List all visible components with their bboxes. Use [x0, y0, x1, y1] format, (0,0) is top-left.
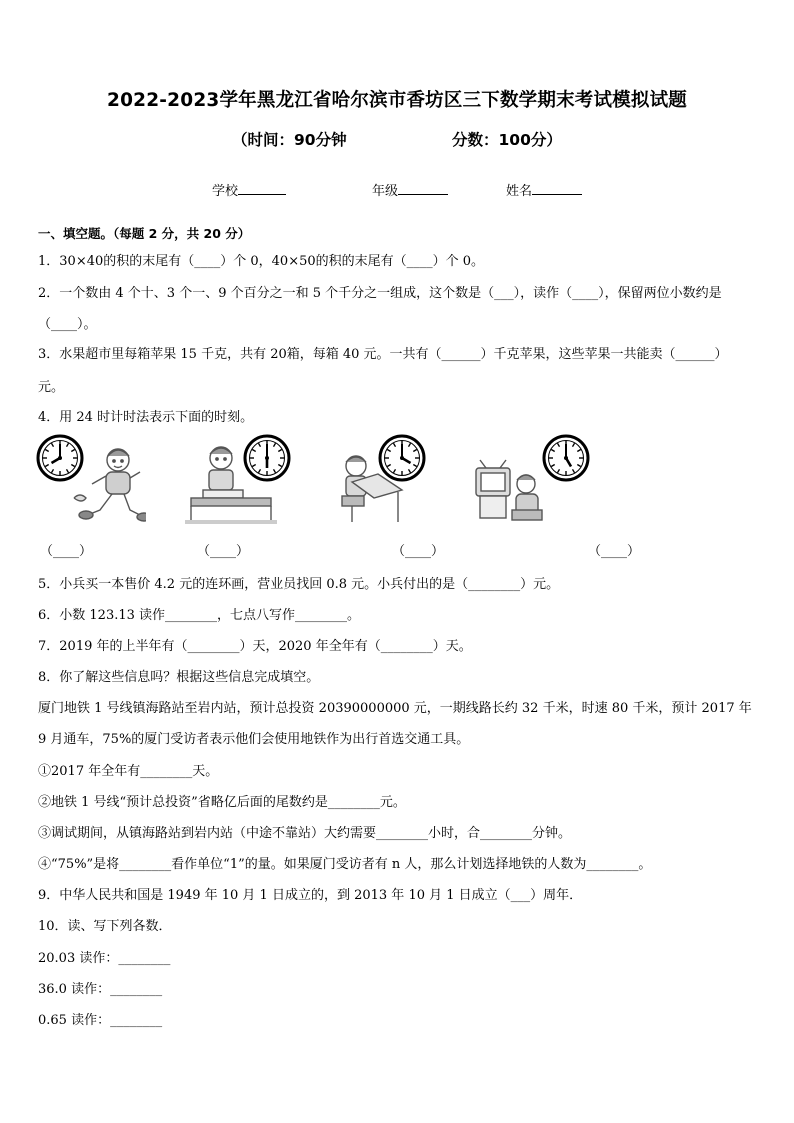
- school-label: 学校: [212, 184, 239, 199]
- school-blank[interactable]: [238, 180, 286, 195]
- name-field: [506, 180, 582, 199]
- question-5: 5．小兵买一本售价 4.2 元的连环画，营业员找回 0.8 元。小兵付出的是（________）元。: [38, 577, 560, 592]
- grade-blank[interactable]: [398, 180, 448, 195]
- name-label: 姓名: [506, 184, 533, 199]
- clock-scene-3: [338, 432, 448, 528]
- question-10-item-1: 20.03 读作：________: [38, 951, 171, 966]
- tv-watching-icon: [476, 460, 542, 520]
- name-blank[interactable]: [532, 180, 582, 195]
- clock-icon: [380, 436, 424, 480]
- clock-icon: [544, 436, 588, 480]
- question-8: 8．你了解这些信息吗？根据这些信息完成填空。: [38, 670, 320, 685]
- answer-blank-3[interactable]: （____）: [392, 544, 445, 559]
- question-8-part-4: ④“75%”是将________看作单位“1”的量。如果厦门受访者有 n 人，那么计划选择地铁的人数为________。: [38, 857, 652, 872]
- question-6: 6．小数 123.13 读作________，七点八写作________。: [38, 608, 361, 623]
- answer-blank-4[interactable]: （____）: [588, 544, 641, 559]
- section-heading: 一、填空题。（每题 2 分，共 20 分）: [38, 226, 251, 241]
- answer-blank-1[interactable]: （____）: [40, 544, 93, 559]
- grade-field: [372, 180, 448, 199]
- running-boy-icon: [74, 449, 146, 521]
- exam-title: 2022-2023学年黑龙江省哈尔滨市香坊区三下数学期末考试模拟试题: [107, 90, 687, 111]
- exam-score: 分数：100分）: [452, 131, 562, 149]
- question-8-part-2: ②地铁 1 号线“预计总投资”省略亿后面的尾数约是________元。: [38, 795, 406, 810]
- question-10: 10．读、写下列各数．: [38, 919, 172, 934]
- question-10-item-2: 36.0 读作：________: [38, 982, 163, 997]
- clock-icon: [245, 436, 289, 480]
- question-10-item-3: 0.65 读作：________: [38, 1013, 163, 1028]
- question-9: 9．中华人民共和国是 1949 年 10 月 1 日成立的，到 2013 年 10 月 1 日成立（___）周年．: [38, 888, 583, 903]
- question-7: 7．2019 年的上半年有（________）天，2020 年全年有（________）天。: [38, 639, 472, 654]
- school-field: [212, 180, 286, 199]
- question-2: 2．一个数由 4 个十、3 个一、9 个百分之一和 5 个千分之一组成，这个数是（___），读作（____），保留两位小数约是: [38, 286, 722, 301]
- question-8-passage-2: 9 月通车，75%的厦门受访者表示他们会使用地铁作为出行首选交通工具。: [38, 732, 470, 747]
- clock-icon: [38, 436, 82, 480]
- question-8-part-1: ①2017 年全年有________天。: [38, 764, 219, 779]
- answer-blank-2[interactable]: （____）: [197, 544, 250, 559]
- clock-scene-4: [472, 432, 592, 528]
- question-3-cont: 元。: [38, 380, 65, 395]
- question-2-cont: （____）。: [38, 317, 97, 332]
- question-4: 4．用 24 时计时法表示下面的时刻。: [38, 410, 254, 425]
- question-3: 3．水果超市里每箱苹果 15 千克，共有 20箱，每箱 40 元。一共有（______）千克苹果，这些苹果一共能卖（______）: [38, 347, 728, 362]
- grade-label: 年级: [372, 184, 399, 199]
- question-8-passage-1: 厦门地铁 1 号线镇海路站至岩内站，预计总投资 20390000000 元，一期线路长约 32 千米，时速 80 千米，预计 2017 年: [38, 701, 752, 716]
- clock-scene-1: [34, 432, 146, 528]
- clock-scene-2: [183, 432, 293, 528]
- question-8-part-3: ③调试期间，从镇海路站到岩内站（中途不靠站）大约需要________小时，合________分钟。: [38, 826, 572, 841]
- exam-time: （时间：90分钟: [232, 131, 347, 149]
- question-1: 1．30×40的积的末尾有（____）个 0，40×50的积的末尾有（____）个 0。: [38, 254, 485, 269]
